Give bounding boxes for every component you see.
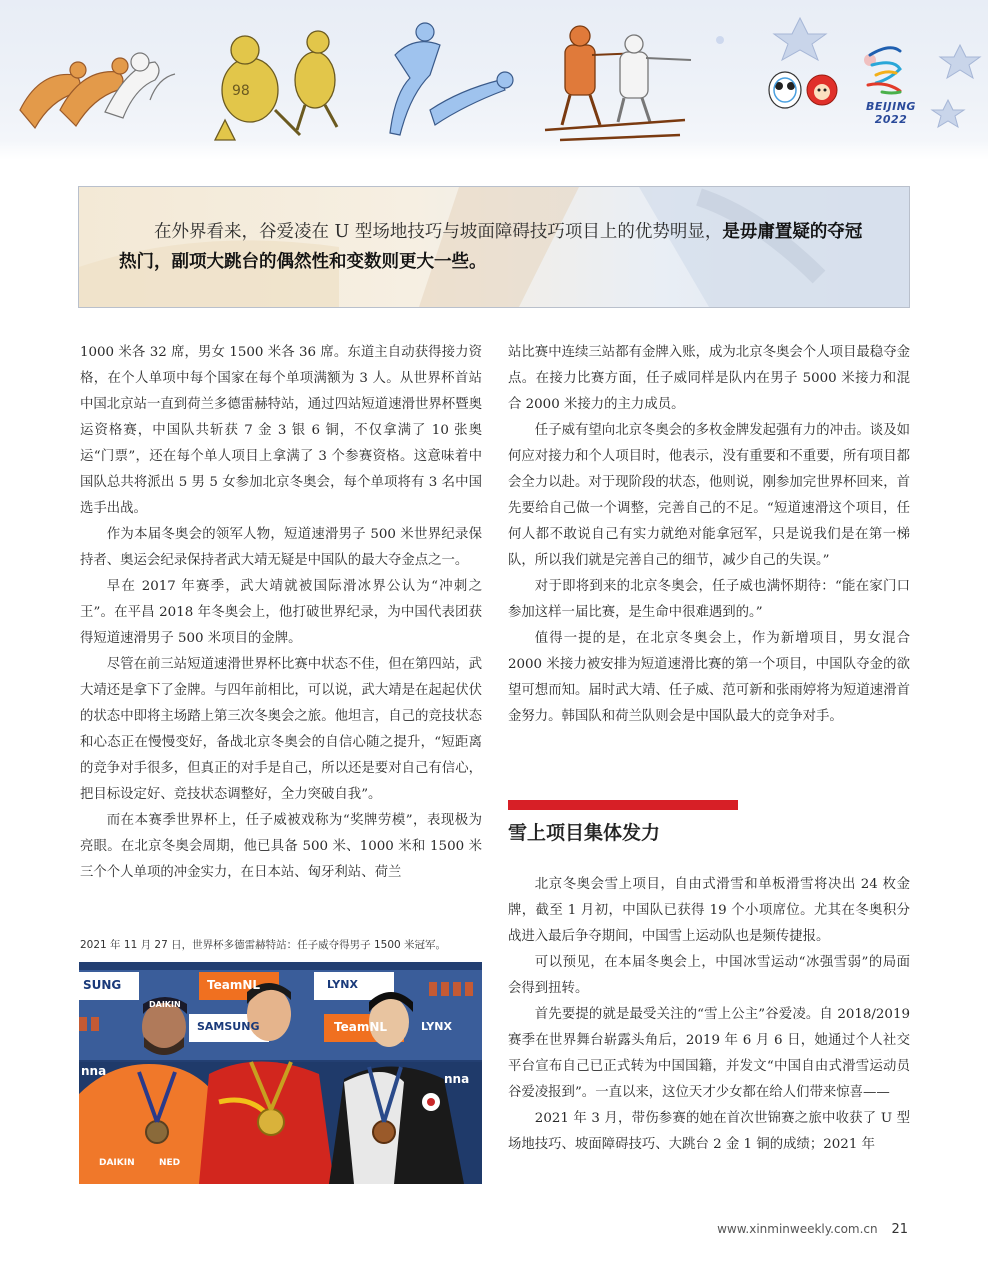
olympics-banner (0, 0, 988, 160)
sponsor-nna-a: nna (81, 1064, 107, 1078)
beijing-2022-emblem (868, 48, 900, 93)
section-title: 雪上项目集体发力 (508, 822, 661, 844)
sponsor-lynx-a: LYNX (327, 978, 358, 991)
podium-photo-illustration (79, 962, 482, 1184)
sponsor-samsung-b: SAMSUNG (197, 1020, 260, 1033)
footer-url: www.xinminweekly.com.cn (717, 1222, 878, 1236)
article-paragraph: 对于即将到来的北京冬奥会，任子威也满怀期待：“能在家门口参加这样一届比赛，是生命中很难遇到的。” (508, 579, 910, 620)
sponsor-teamnl-b: TeamNL (334, 1020, 388, 1034)
page-footer (717, 1222, 908, 1237)
article-paragraph: 站比赛中连续三站都有金牌入账，成为北京冬奥会个人项目最稳夺金点。在接力比赛方面，任子威同样是队内在男子 5000 米接力和混合 2000 米接力的主力成员。 (508, 345, 910, 412)
article-paragraph: 作为本届冬奥会的领军人物，短道速滑男子 500 米世界纪录保持者、奥运会纪录保持者武大靖无疑是中国队的最大夺金点之一。 (80, 527, 482, 568)
jersey-ned-text: NED (159, 1158, 181, 1168)
photo-caption: 2021 年 11 月 27 日，世界杯多德雷赫特站：任子威夺得男子 1500 米冠军。 (80, 939, 447, 951)
podium-photo (79, 962, 482, 1184)
right-column-top (508, 340, 910, 730)
article-paragraph: 早在 2017 年赛季，武大靖就被国际滑冰界公认为“冲刺之王”。在平昌 2018 年冬奥会上，他打破世界纪录，为中国代表团获得短道速滑男子 500 米项目的金牌。 (80, 579, 482, 646)
article-paragraph: 任子威有望向北京冬奥会的多枚金牌发起强有力的冲击。谈及如何应对接力和个人项目时，他表示，没有重要和不重要，所有项目都会全力以赴。对于现阶段的状态，他则说，刚参加完世界杯回来，首先要给自己做一个调整，完善自己的不足。“短道速滑这个项目，任何人都不敢说自己有实力就绝对能拿冠军，只是说我们是在第一梯队，所以我们就是完善自己的细节，减少自己的失误。” (508, 423, 910, 568)
intro-text-bold: 是毋庸置疑的夺冠热门，副项大跳台的偶然性和变数则更大一些。 (119, 222, 863, 272)
page-number: 21 (891, 1222, 908, 1237)
sponsor-nna-b: nna (444, 1072, 470, 1086)
article-paragraph: 值得一提的是，在北京冬奥会上，作为新增项目，男女混合 2000 米接力被安排为短道速滑比赛的第一个项目，中国队夺金的欲望可想而知。届时武大靖、任子威、范可新和张雨婷将为短道速滑首金努力。韩国队和荷兰队则会是中国队最大的竞争对手。 (508, 631, 910, 724)
sponsor-samsung-a: SUNG (83, 978, 122, 992)
intro-text-normal: 在外界看来，谷爱凌在 U 型场地技巧与坡面障碍技巧项目上的优势明显， (154, 222, 723, 242)
left-column (80, 340, 482, 886)
intro-paragraph (119, 217, 879, 277)
article-paragraph: 2021 年 3 月，带伤参赛的她在首次世锦赛之旅中收获了 U 型场地技巧、坡面障碍技巧、大跳台 2 金 1 铜的成绩；2021 年 (508, 1111, 910, 1152)
section-divider-bar (508, 800, 738, 810)
article-paragraph: 首先要提的就是最受关注的“雪上公主”谷爱凌。自 2018/2019 赛季在世界舞台崭露头角后，2019 年 6 月 6 日，她通过个人社交平台宣布自己已正式转为中国国籍，并发文“中国自由式滑雪运动员谷爱凌报到”。一直以来，这位天才少女都在给人们带来惊喜—— (508, 1007, 910, 1100)
beijing-2022-logo-text: BEIJING 2022 (866, 100, 916, 126)
article-paragraph: 北京冬奥会雪上项目，自由式滑雪和单板滑雪将决出 24 枚金牌，截至 1 月初，中国队已获得 19 个小项席位。尤其在冬奥积分战进入最后争夺期间，中国雪上运动队也是频传捷报。 (508, 877, 910, 944)
intro-box (78, 186, 910, 308)
helmet-daikin-text: DAIKIN (149, 1000, 181, 1009)
sponsor-lynx-b: LYNX (421, 1020, 452, 1033)
winter-sports-illustration (0, 0, 988, 160)
jersey-daikin-text: DAIKIN (99, 1158, 135, 1168)
article-paragraph: 1000 米各 32 席，男女 1500 米各 36 席。东道主自动获得接力资格，在个人单项中每个国家在每个单项满额为 3 人。从世界杯首站中国北京站一直到荷兰多德雷赫特站，通过四站短道速滑世界杯暨奥运资格赛，中国队共斩获 7 金 3 银 6 铜，不仅拿满了 10 张奥运“门票”，还在每个单人项目上拿满了 3 个参赛资格。这意味着中国队总共将派出 5 男 5 女参加北京冬奥会，每个单项将有 3 名中国选手出战。 (80, 345, 482, 516)
article-paragraph: 尽管在前三站短道速滑世界杯比赛中状态不佳，但在第四站，武大靖还是拿下了金牌。与四年前相比，可以说，武大靖是在起起伏伏的状态中即将主场踏上第三次冬奥会之旅。他坦言，自己的竞技状态和心态正在慢慢变好，备战北京冬奥会的自信心随之提升，“短距离的竞争对手很多，但真正的对手是自己，所以还是要对自己有信心，把目标设定好、竞技状态调整好，全力突破自我”。 (80, 657, 482, 802)
mascot-shuey-rhon-rhon (807, 75, 837, 105)
jersey-number-98: 98 (232, 83, 250, 99)
article-paragraph: 而在本赛季世界杯上，任子威被戏称为“奖牌劳模”，表现极为亮眼。在北京冬奥会周期，他已具备 500 米、1000 米和 1500 米三个个人单项的冲金实力，在日本站、匈牙利站、荷兰 (80, 813, 482, 880)
right-column-bottom (508, 872, 910, 1158)
article-paragraph: 可以预见，在本届冬奥会上，中国冰雪运动“冰强雪弱”的局面会得到扭转。 (508, 955, 910, 996)
mascot-bing-dwen-dwen (769, 72, 801, 108)
sponsor-teamnl-a: TeamNL (207, 978, 261, 992)
